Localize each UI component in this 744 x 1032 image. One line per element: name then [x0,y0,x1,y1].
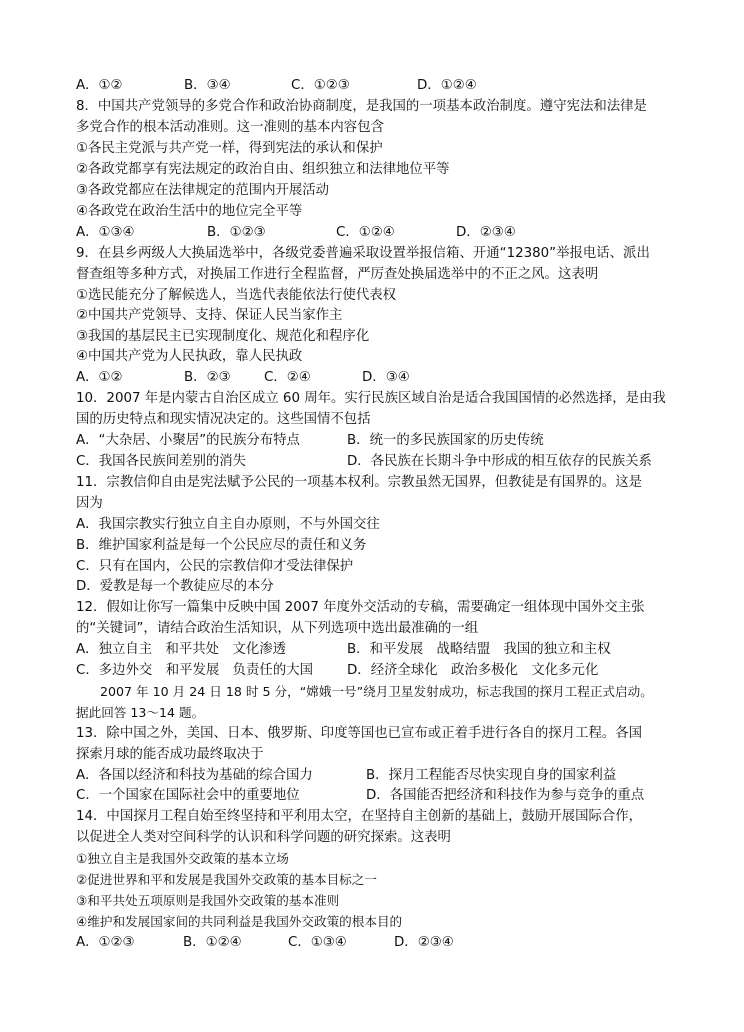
q12-option-b: B．和平发展 战略结盟 我国的独立和主权 [347,642,611,657]
q13-option-d: D．各国能否把经济和科技作为参与竞争的重点 [366,788,645,803]
q11-stem-line-1: 11．宗教信仰自由是宪法赋予公民的一项基本权利。宗教虽然无国界，但教徒是有国界的。这是 [76,475,643,490]
q12-stem-line-1: 12．假如让你写一篇集中反映中国 2007 年度外交活动的专稿，需要确定一组体现中国外交主张 [76,600,645,615]
q11-option-d: D．爱教是每一个教徒应尽的本分 [76,579,274,594]
q13-option-b: B．探月工程能否尽快实现自身的国家利益 [366,768,617,783]
q12-option-c: C．多边外交 和平发展 负责任的大国 [76,663,313,678]
q14-item-3: ③和平共处五项原则是我国外交政策的基本准则 [76,893,340,908]
q9-option-b: B．②③ [184,370,231,385]
q8-item-2: ②各政党都享有宪法规定的政治自由、组织独立和法律地位平等 [76,162,450,177]
q14-stem-line-1: 14．中国探月工程自始至终坚持和平利用太空，在坚持自主创新的基础上，鼓励开展国际合作， [76,809,643,824]
q14-stem-line-2: 以促进全人类对空间科学的认识和科学问题的研究探索。这表明 [76,830,451,845]
q11-stem-line-2: 因为 [76,496,103,511]
q11-option-b: B．维护国家利益是每一个公民应尽的责任和义务 [76,538,367,553]
q8-option-a: A．①③④ [76,225,135,240]
q14-option-d: D．②③④ [394,935,454,950]
q14-option-c: C．①③④ [288,935,347,950]
q13-stem-line-1: 13．除中国之外，美国、日本、俄罗斯、印度等国也已宣布或正着手进行各自的探月工程。各国 [76,726,643,741]
q12-option-d: D．经济全球化 政治多极化 文化多元化 [347,663,599,678]
q8-stem-line-1: 8．中国共产党领导的多党合作和政治协商制度，是我国的一项基本政治制度。遵守宪法和法律是 [76,99,647,114]
q9-option-a: A．①② [76,370,123,385]
q10-option-b: B．统一的多民族国家的历史传统 [347,433,544,448]
q13-stem-line-2: 探索月球的能否成功最终取决于 [76,747,264,762]
q10-option-c: C．我国各民族间差别的消失 [76,454,247,469]
q8-option-d: D．②③④ [456,225,516,240]
q8-option-b: B．①②③ [207,225,266,240]
q9-item-1: ①选民能充分了解候选人，当选代表能依法行使代表权 [76,288,396,303]
material-line-2: 据此回答 13～14 题。 [76,705,205,720]
q7-option-a: A．①② [76,78,123,93]
q9-item-2: ②中国共产党领导、支持、保证人民当家作主 [76,308,343,323]
q11-option-c: C．只有在国内，公民的宗教信仰才受法律保护 [76,559,354,574]
q13-option-a: A．各国以经济和科技为基础的综合国力 [76,768,313,783]
q9-item-4: ④中国共产党为人民执政，靠人民执政 [76,349,303,364]
q14-option-b: B．①②④ [183,935,242,950]
q11-option-a: A．我国宗教实行独立自主自办原则，不与外国交往 [76,517,380,532]
q9-item-3: ③我国的基层民主已实现制度化、规范化和程序化 [76,329,370,344]
q10-stem-line-1: 10．2007 年是内蒙古自治区成立 60 周年。实行民族区域自治是适合我国国情的必然选择，是由我 [76,391,666,406]
q12-stem-line-2: 的“关键词”，请结合政治生活知识，从下列选项中选出最准确的一组 [76,621,479,636]
material-line-1: 2007 年 10 月 24 日 18 时 5 分，“嫦娥一号”绕月卫星发射成功，标志我国的探月工程正式启动。 [100,684,653,699]
q14-item-2: ②促进世界和平和发展是我国外交政策的基本目标之一 [76,872,377,887]
q14-item-1: ①独立自主是我国外交政策的基本立场 [76,851,289,866]
q7-option-c: C．①②③ [291,78,350,93]
q14-item-4: ④维护和发展国家间的共同利益是我国外交政策的根本目的 [76,914,403,929]
q14-option-a: A．①②③ [76,935,135,950]
q8-item-3: ③各政党都应在法律规定的范围内开展活动 [76,183,330,198]
q8-stem-line-2: 多党合作的根本活动准则。这一准则的基本内容包含 [76,120,384,135]
q9-stem-line-2: 督查组等多种方式，对换届工作进行全程监督，严厉查处换届选举中的不正之风。这表明 [76,267,599,282]
q13-option-c: C．一个国家在国际社会中的重要地位 [76,788,300,803]
q8-item-1: ①各民主党派与共产党一样，得到宪法的承认和保护 [76,141,383,156]
q7-option-b: B．③④ [184,78,231,93]
q10-stem-line-2: 国的历史特点和现实情况决定的。这些国情不包括 [76,412,371,427]
q8-option-c: C．①②④ [336,225,395,240]
q10-option-d: D．各民族在长期斗争中形成的相互依存的民族关系 [347,454,652,469]
q7-option-d: D．①②④ [417,78,477,93]
q9-option-d: D．③④ [362,370,410,385]
q8-item-4: ④各政党在政治生活中的地位完全平等 [76,204,303,219]
q10-option-a: A．“大杂居、小聚居”的民族分布特点 [76,433,300,448]
q9-option-c: C．②④ [264,370,311,385]
q12-option-a: A．独立自主 和平共处 文化渗透 [76,642,287,657]
q9-stem-line-1: 9．在县乡两级人大换届选举中，各级党委普遍采取设置举报信箱、开通“12380”举报电话、派出 [76,246,650,261]
